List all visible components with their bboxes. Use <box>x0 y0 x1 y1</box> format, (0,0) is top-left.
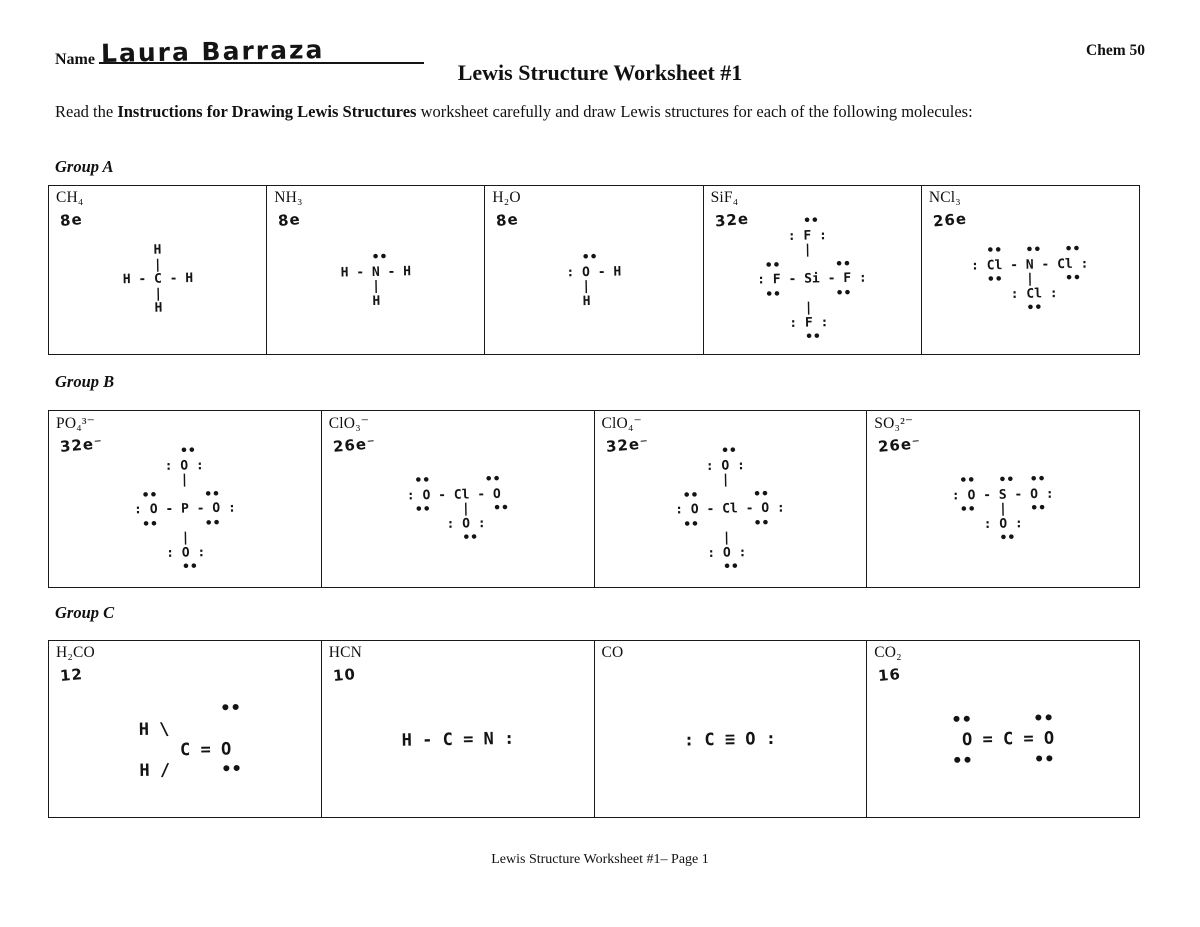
instructions-suffix: worksheet carefully and draw Lewis structures for each of the following molecules: <box>416 102 973 121</box>
formula-label: CO <box>601 644 624 661</box>
cell-clo4 <box>594 411 867 587</box>
cell-so3 <box>866 411 1139 587</box>
lewis-structure-drawing: •• H \ C = O H / •• <box>127 697 242 781</box>
group-c-table <box>48 640 1140 818</box>
formula-label: H₂O <box>492 189 521 206</box>
cell-ch4 <box>49 186 266 354</box>
formula-label: H₂CO <box>56 644 95 661</box>
instructions-prefix: Read the <box>55 102 118 121</box>
group-a-heading: Group A <box>55 157 114 176</box>
formula-label: SO₃²⁻ <box>874 415 914 432</box>
lewis-structure-drawing: •• : O - H | H <box>566 249 622 310</box>
electron-count-handwritten: 26e⁻ <box>877 434 922 456</box>
electron-count-handwritten: 16 <box>877 665 902 685</box>
electron-count-handwritten: 8e <box>59 210 84 230</box>
lewis-structure-drawing: •• •• O = C = O •• •• <box>951 708 1055 771</box>
lewis-structure-drawing: •• H - N - H | H <box>340 249 412 310</box>
cell-co2 <box>866 641 1139 817</box>
electron-count-handwritten: 8e <box>277 210 302 230</box>
electron-count-handwritten: 26e <box>932 209 968 231</box>
formula-label: HCN <box>328 644 363 661</box>
electron-count-handwritten: 32e <box>713 209 750 231</box>
instructions-text <box>55 101 1055 123</box>
cell-ncl3 <box>921 186 1139 354</box>
electron-count-handwritten: 26e⁻ <box>332 434 377 456</box>
formula-label: CO₂ <box>874 644 902 661</box>
course-label: Chem 50 <box>1086 42 1145 59</box>
student-name-handwritten: Laura Barraza <box>100 35 325 68</box>
cell-h2o <box>484 186 702 354</box>
group-a-table <box>48 185 1140 355</box>
formula-label: NH₃ <box>274 189 303 206</box>
lewis-structure-drawing: •• •• •• : O - S - O : •• | •• : O : •• <box>951 471 1054 547</box>
name-label: Name <box>55 51 95 68</box>
cell-h2co <box>49 641 321 817</box>
lewis-structure-drawing: H | H - C - H | H <box>121 242 193 317</box>
formula-label: PO₄³⁻ <box>56 415 96 432</box>
electron-count-handwritten: 8e <box>495 210 520 230</box>
group-b-table <box>48 410 1140 588</box>
group-c-heading: Group C <box>55 603 115 622</box>
lewis-structure-drawing: •• •• •• : Cl - N - Cl : •• | •• : Cl : •• <box>971 241 1089 317</box>
formula-label: NCl₃ <box>928 189 961 206</box>
cell-nh3 <box>266 186 484 354</box>
lewis-structure-drawing: •• •• : O - Cl - O •• | •• : O : •• <box>406 471 509 547</box>
lewis-structure-drawing: H - C = N : <box>401 728 515 751</box>
formula-label: SiF₄ <box>710 189 739 206</box>
formula-label: ClO₃⁻ <box>328 415 370 432</box>
cell-co <box>594 641 867 817</box>
group-b-heading: Group B <box>55 372 115 391</box>
cell-sif4 <box>703 186 921 354</box>
lewis-structure-drawing: : C ≡ O : <box>684 728 777 751</box>
instructions-bold: Instructions for Drawing Lewis Structures <box>117 102 417 121</box>
formula-label: CH₄ <box>56 189 84 206</box>
cell-hcn <box>321 641 594 817</box>
formula-label: ClO₄⁻ <box>601 415 642 432</box>
lewis-structure-drawing: •• : O : | •• •• : O - P - O : •• •• | : O : •• <box>132 442 236 576</box>
lewis-structure-drawing: •• : O : | •• •• : O - Cl - O : •• •• | : O : •• <box>674 442 786 576</box>
lewis-structure-drawing: •• : F : | •• •• : F - Si - F : •• •• | : F : •• <box>756 213 868 346</box>
page-footer: Lewis Structure Worksheet #1– Page 1 <box>491 852 709 867</box>
electron-count-handwritten: 10 <box>332 665 357 685</box>
electron-count-handwritten: 32e⁻ <box>604 434 650 456</box>
electron-count-handwritten: 12 <box>59 665 84 685</box>
electron-count-handwritten: 32e⁻ <box>59 434 104 456</box>
cell-po4 <box>49 411 321 587</box>
page-title: Lewis Structure Worksheet #1 <box>457 60 743 85</box>
cell-clo3 <box>321 411 594 587</box>
